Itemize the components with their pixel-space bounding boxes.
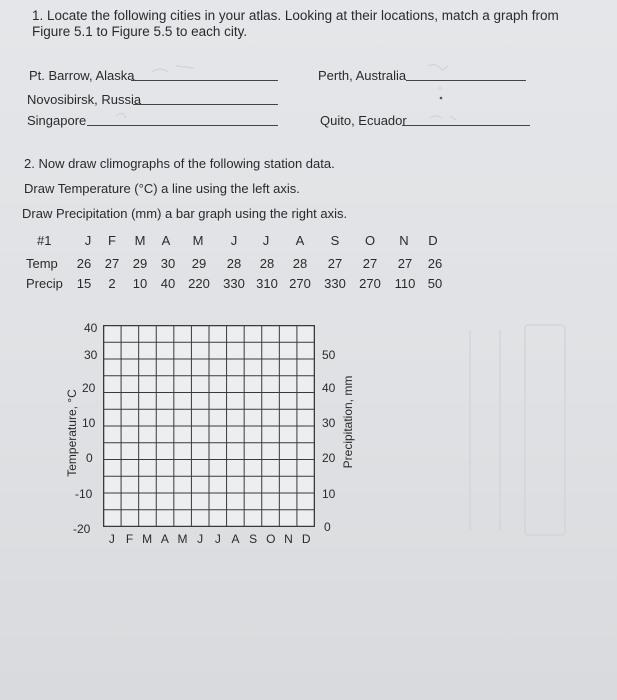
grid-month-label: O	[266, 532, 276, 546]
temp-value: 30	[160, 256, 176, 271]
precip-value: 10	[132, 276, 148, 291]
month-header: A	[295, 233, 305, 248]
right-tick: 30	[322, 416, 336, 430]
right-tick: 0	[324, 520, 331, 534]
month-header: A	[161, 233, 171, 248]
left-tick: 0	[86, 451, 93, 465]
temp-value: 27	[362, 256, 378, 271]
grid-month-label: N	[284, 532, 293, 546]
grid-month-labels	[0, 532, 617, 548]
month-header: O	[364, 233, 376, 248]
temp-value: 28	[259, 256, 275, 271]
temp-row-label: Temp	[26, 256, 58, 271]
question2-line1: 2. Now draw climographs of the following station data.	[24, 156, 335, 171]
city-barrow-label: Pt. Barrow, Alaska	[29, 68, 135, 83]
city-quito-label: Quito, Ecuador	[320, 113, 407, 128]
precip-value: 270	[359, 276, 381, 291]
month-header: S	[330, 233, 340, 248]
grid-month-label: A	[160, 532, 169, 546]
question1-line2: Figure 5.1 to Figure 5.5 to each city.	[32, 24, 248, 39]
grid-month-label: F	[125, 532, 134, 546]
city-novosibirsk-label: Novosibirsk, Russia	[27, 92, 142, 107]
month-header: D	[428, 233, 438, 248]
station-month-row	[0, 233, 617, 249]
left-tick: 10	[82, 416, 96, 430]
city-perth-label: Perth, Australia	[318, 68, 407, 83]
precip-value: 2	[108, 276, 116, 291]
month-header: N	[399, 233, 409, 248]
city-singapore-label: Singapore	[27, 113, 87, 128]
temp-value: 28	[226, 256, 242, 271]
temp-value: 27	[104, 256, 120, 271]
question1-line1: 1. Locate the following cities in your atlas. Looking at their locations, match a graph from	[32, 8, 559, 23]
right-tick: 40	[322, 381, 336, 395]
right-axis-title: Precipitation, mm	[341, 375, 355, 469]
left-tick: 40	[84, 321, 98, 335]
grid-month-label: D	[301, 532, 311, 546]
precip-value: 40	[160, 276, 176, 291]
right-tick: 20	[322, 451, 336, 465]
grid-month-label: A	[231, 532, 240, 546]
month-header: J	[262, 233, 270, 248]
left-tick: 30	[84, 348, 98, 362]
right-tick: 50	[322, 348, 336, 362]
question2-line3: Draw Precipitation (mm) a bar graph using the right axis.	[22, 206, 348, 221]
precip-value: 270	[289, 276, 311, 291]
precip-row-label: Precip	[26, 276, 63, 291]
climograph-grid[interactable]	[103, 325, 315, 527]
temp-value: 27	[327, 256, 343, 271]
temp-value: 26	[76, 256, 92, 271]
precip-value: 110	[394, 276, 416, 291]
station-temp-row	[0, 256, 617, 272]
precip-value: 330	[324, 276, 346, 291]
grid-month-label: J	[214, 532, 221, 546]
grid-month-label: J	[197, 532, 204, 546]
grid-month-label: M	[177, 532, 188, 546]
temp-value: 28	[292, 256, 308, 271]
left-tick: 20	[82, 381, 96, 395]
temp-value: 29	[132, 256, 148, 271]
month-header: F	[108, 233, 116, 248]
grid-month-label: S	[249, 532, 258, 546]
precip-value: 330	[223, 276, 245, 291]
left-axis-title: Temperature, °C	[65, 389, 79, 477]
grid-month-label: J	[108, 532, 115, 546]
month-header: J	[84, 233, 92, 248]
precip-value: 15	[76, 276, 92, 291]
month-header: M	[192, 233, 204, 248]
precip-value: 50	[427, 276, 443, 291]
question2-line2: Draw Temperature (°C) a line using the left axis.	[24, 181, 300, 196]
left-tick: -20	[73, 522, 91, 536]
right-tick: 10	[322, 487, 336, 501]
grid-month-label: M	[142, 532, 153, 546]
station-precip-row	[0, 276, 617, 292]
month-header: M	[134, 233, 146, 248]
temp-value: 27	[397, 256, 413, 271]
temp-value: 26	[427, 256, 443, 271]
left-tick: -10	[75, 487, 93, 501]
precip-value: 220	[188, 276, 210, 291]
precip-value: 310	[256, 276, 278, 291]
temp-value: 29	[191, 256, 207, 271]
station-id-label: #1	[37, 233, 52, 248]
month-header: J	[230, 233, 238, 248]
